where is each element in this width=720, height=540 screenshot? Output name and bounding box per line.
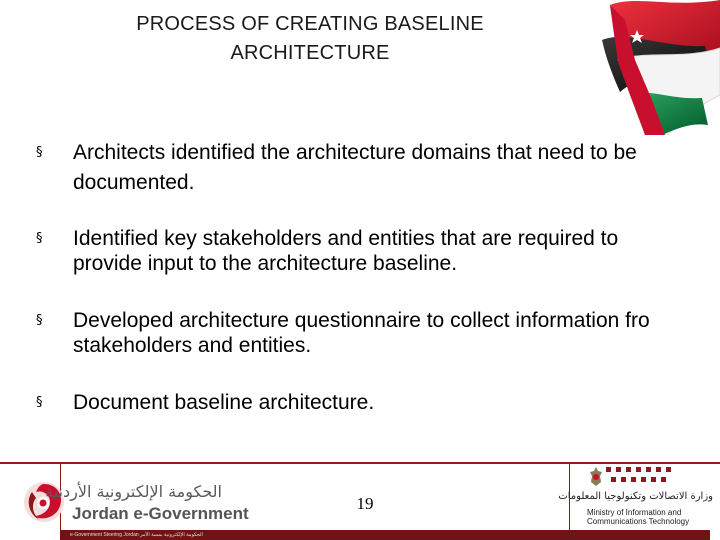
bullet-marker: § — [36, 145, 43, 160]
slide-title-line-1: PROCESS OF CREATING BASELINE — [136, 13, 484, 35]
bullet-text-line-1: Developed architecture questionnaire to collect information fro — [73, 309, 650, 332]
bullet-text-line-2: provide input to the architecture baseline. — [73, 252, 458, 275]
ministry-english-line-1: Ministry of Information and — [587, 508, 682, 517]
bullet-text-line-1: Document baseline architecture. — [73, 391, 375, 414]
ministry-emblem-icon — [588, 466, 604, 488]
bullet-text-line-1: Identified key stakeholders and entities that are required to — [73, 227, 619, 250]
ministry-arabic-name: وزارة الاتصالات وتكنولوجيا المعلومات — [558, 491, 713, 502]
bullet-text-line-2: stakeholders and entities. — [73, 334, 312, 357]
slide-title-line-2: ARCHITECTURE — [230, 42, 390, 64]
ministry-dot-grid — [606, 467, 676, 487]
egov-arabic-name: الحكومة الإلكترونية الأردنية — [45, 482, 222, 501]
footer-bottom-strip-text: e-Government Steering Jordan الحكومة الإلكترونية بمسة الأمر — [70, 532, 203, 538]
ministry-english-name — [587, 508, 717, 526]
bullet-text-line-1: Architects identified the architecture domains that need to be — [73, 141, 637, 164]
egov-english-name: Jordan e-Government — [72, 504, 249, 523]
bullet-marker: § — [36, 313, 43, 328]
ministry-english-line-2: Communications Technology — [587, 517, 690, 526]
page-number: 19 — [356, 494, 374, 513]
bullet-text-line-2: documented. — [73, 171, 195, 194]
bullet-marker: § — [36, 231, 43, 246]
bullet-marker: § — [36, 395, 43, 410]
